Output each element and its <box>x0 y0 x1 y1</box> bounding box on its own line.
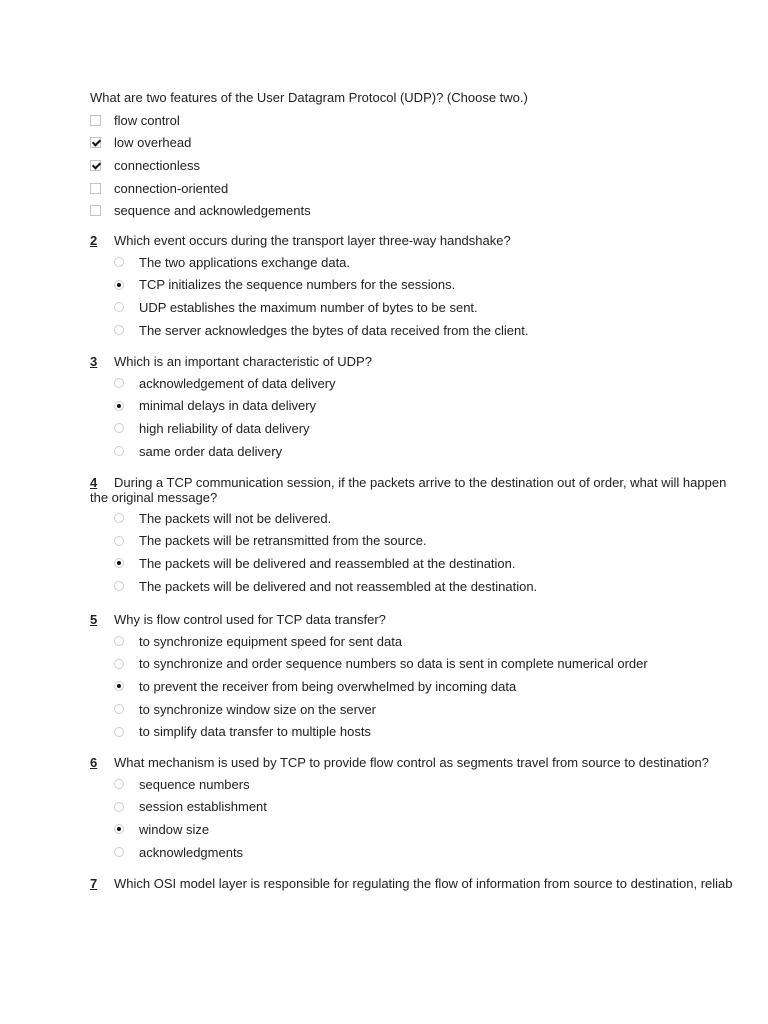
option-label: sequence numbers <box>139 776 250 792</box>
question-option[interactable] <box>114 507 768 530</box>
question-option[interactable] <box>114 698 768 721</box>
option-label: window size <box>139 821 210 837</box>
question-text: Which OSI model layer is responsible for regulating the flow of information from source to destination, reliab <box>114 876 733 891</box>
checkbox[interactable] <box>90 137 101 148</box>
checkbox[interactable] <box>90 205 101 216</box>
radio-button[interactable] <box>114 257 124 267</box>
radio-button[interactable] <box>114 581 124 591</box>
question-header <box>90 233 768 249</box>
option-label: acknowledgments <box>139 844 244 860</box>
question-option[interactable] <box>114 319 768 342</box>
question-text: During a TCP communication session, if the packets arrive to the destination out of order, what will happen <box>114 475 727 490</box>
radio-button[interactable] <box>114 325 124 335</box>
question-6 <box>90 755 768 863</box>
question-1 <box>90 90 768 222</box>
question-option[interactable] <box>114 417 768 440</box>
radio-button[interactable] <box>114 378 124 388</box>
question-1-option[interactable] <box>90 132 768 155</box>
question-header <box>90 354 768 370</box>
question-text-block <box>90 475 727 505</box>
checkbox[interactable] <box>90 115 101 126</box>
option-label: to simplify data transfer to multiple hosts <box>139 724 371 740</box>
question-option[interactable] <box>114 372 768 395</box>
radio-button[interactable] <box>114 847 124 857</box>
option-label: to synchronize and order sequence numbers so data is sent in complete numerical order <box>139 656 648 672</box>
question-option[interactable] <box>114 675 768 698</box>
question-number[interactable]: 7 <box>90 876 98 891</box>
radio-button[interactable] <box>114 280 124 290</box>
question-number[interactable]: 4 <box>90 475 98 490</box>
question-text-continued: the original message? <box>90 490 218 505</box>
option-label: The packets will be delivered and not reassembled at the destination. <box>139 578 538 594</box>
option-label: acknowledgement of data delivery <box>139 375 336 391</box>
checkbox[interactable] <box>90 160 101 171</box>
question-text: Which event occurs during the transport layer three-way handshake? <box>114 233 511 248</box>
question-1-option[interactable] <box>90 177 768 200</box>
radio-button[interactable] <box>114 536 124 546</box>
question-number[interactable]: 3 <box>90 354 98 369</box>
radio-button[interactable] <box>114 513 124 523</box>
question-header <box>90 755 768 771</box>
option-label: TCP initializes the sequence numbers for the sessions. <box>139 277 456 293</box>
question-option[interactable] <box>114 440 768 463</box>
question-option[interactable] <box>114 653 768 676</box>
question-1-option[interactable] <box>90 109 768 132</box>
option-label: flow control <box>114 112 180 128</box>
radio-button[interactable] <box>114 423 124 433</box>
option-label: sequence and acknowledgements <box>114 203 311 219</box>
option-label: to synchronize equipment speed for sent data <box>139 633 403 649</box>
question-option[interactable] <box>114 552 768 575</box>
option-label: The packets will be delivered and reassembled at the destination. <box>139 555 516 571</box>
question-option[interactable] <box>114 395 768 418</box>
question-1-options <box>90 109 768 222</box>
question-options <box>114 507 768 597</box>
option-label: UDP establishes the maximum number of bytes to be sent. <box>139 299 478 315</box>
question-4 <box>90 475 768 597</box>
question-number[interactable]: 2 <box>90 233 98 248</box>
option-label: to synchronize window size on the server <box>139 701 377 717</box>
question-option[interactable] <box>114 530 768 553</box>
question-7 <box>90 876 768 892</box>
radio-button[interactable] <box>114 704 124 714</box>
question-option[interactable] <box>114 274 768 297</box>
radio-button[interactable] <box>114 636 124 646</box>
question-option[interactable] <box>114 773 768 796</box>
question-option[interactable] <box>114 720 768 743</box>
question-header <box>90 475 768 505</box>
question-options <box>114 773 768 863</box>
option-label: The server acknowledges the bytes of data received from the client. <box>139 322 529 338</box>
checkbox[interactable] <box>90 183 101 194</box>
option-label: The two applications exchange data. <box>139 254 351 270</box>
option-label: The packets will not be delivered. <box>139 510 332 526</box>
question-number[interactable]: 6 <box>90 755 98 770</box>
question-option[interactable] <box>114 296 768 319</box>
question-option[interactable] <box>114 796 768 819</box>
radio-button[interactable] <box>114 558 124 568</box>
question-number[interactable]: 5 <box>90 612 98 627</box>
question-text: Which is an important characteristic of UDP? <box>114 354 372 369</box>
question-option[interactable] <box>114 841 768 864</box>
question-1-option[interactable] <box>90 154 768 177</box>
radio-button[interactable] <box>114 446 124 456</box>
option-label: session establishment <box>139 799 267 815</box>
question-3 <box>90 354 768 462</box>
question-header <box>90 612 768 628</box>
option-label: low overhead <box>114 135 192 151</box>
radio-button[interactable] <box>114 802 124 812</box>
option-label: to prevent the receiver from being overwhelmed by incoming data <box>139 678 517 694</box>
option-label: connectionless <box>114 157 200 173</box>
question-5 <box>90 612 768 743</box>
option-label: minimal delays in data delivery <box>139 398 317 414</box>
radio-button[interactable] <box>114 824 124 834</box>
radio-button[interactable] <box>114 779 124 789</box>
radio-button[interactable] <box>114 727 124 737</box>
radio-button[interactable] <box>114 659 124 669</box>
radio-button[interactable] <box>114 401 124 411</box>
question-options <box>114 251 768 341</box>
question-text: Why is flow control used for TCP data transfer? <box>114 612 386 627</box>
question-options <box>114 372 768 462</box>
question-1-option[interactable] <box>90 199 768 222</box>
question-option[interactable] <box>114 818 768 841</box>
question-text: What mechanism is used by TCP to provide flow control as segments travel from source to destination? <box>114 755 709 770</box>
radio-button[interactable] <box>114 302 124 312</box>
option-label: The packets will be retransmitted from the source. <box>139 533 427 549</box>
radio-button[interactable] <box>114 681 124 691</box>
question-option[interactable] <box>114 630 768 653</box>
option-label: connection-oriented <box>114 180 229 196</box>
question-header <box>90 876 768 892</box>
question-options <box>114 630 768 743</box>
option-label: high reliability of data delivery <box>139 420 310 436</box>
question-2 <box>90 233 768 341</box>
option-label: same order data delivery <box>139 443 283 459</box>
question-1-text: What are two features of the User Datagram Protocol (UDP)? (Choose two.) <box>90 90 528 105</box>
question-option[interactable] <box>114 575 768 598</box>
question-option[interactable] <box>114 251 768 274</box>
